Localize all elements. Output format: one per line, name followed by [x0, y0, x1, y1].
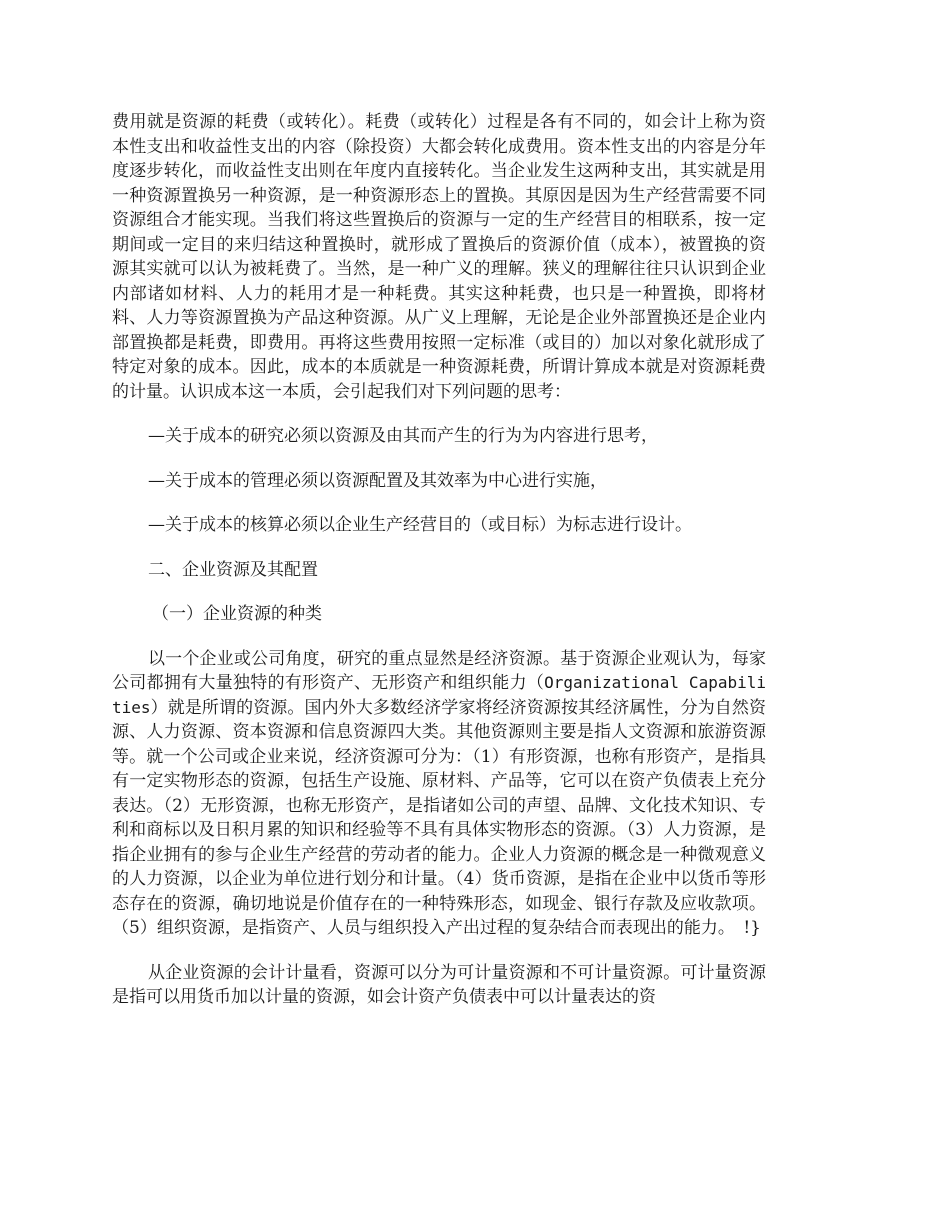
bullet-cost-accounting: —关于成本的核算必须以企业生产经营目的（或目标）为标志进行设计。: [148, 515, 692, 535]
paragraph-resource-types-text-a: 以一个企业或公司角度，研究的重点显然是经济资源。基于资源企业观认为，每家公司都拥有大量独特的有形资产、无形资产和组织能力（: [112, 648, 766, 693]
paragraph-resource-types: [112, 647, 766, 941]
paragraph-resource-types-text-b: ）就是所谓的资源。国内外大多数经济学家将经济资源按其经济属性，分为自然资源、人力资源、资本资源和信息资源四大类。其他资源则主要是指人文资源和旅游资源等。就一个公司或企业来说，经济资源可分为：（1）有形资源，也称有形资产，是指具有一定实物形态的资源，包括生产设施、原材料、产品等，它可以在资产负债表上充分表达。（2）无形资源，也称无形资产，是指诸如公司的声望、品牌、文化技术知识、专利和商标以及日积月累的知识和经验等不具有具体实物形态的资源。（3）人力资源，是指企业拥有的参与企业生产经营的劳动者的能力。企业人力资源的概念是一种微观意义的人力资源，以企业为单位进行划分和计量。（4）货币资源，是指在企业中以货币等形态存在的资源，确切地说是价值存在的一种特殊形态，如现金、银行存款及应收款项。（5）组织资源，是指资产、人员与组织投入产出过程的复杂结合而表现出的能力。 !}: [112, 697, 766, 938]
paragraph-cost-essence: 费用就是资源的耗费（或转化）。耗费（或转化）过程是各有不同的，如会计上称为资本性支出和收益性支出的内容（除投资）大都会转化成费用。资本性支出的内容是分年度逐步转化，而收益性支出则在年度内直接转化。当企业发生这两种支出，其实就是用一种资源置换另一种资源，是一种资源形态上的置换。其原因是因为生产经营需要不同资源组合才能实现。当我们将这些置换后的资源与一定的生产经营目的相联系，按一定期间或一定目的来归结这种置换时，就形成了置换后的资源价值（成本），被置换的资源其实就可以认为被耗费了。当然，是一种广义的理解。狭义的理解往往只认识到企业内部诸如材料、人力的耗用才是一种耗费。其实这种耗费，也只是一种置换，即将材料、人力等资源置换为产品这种资源。从广义上理解，无论是企业外部置换还是企业内部置换都是耗费，即费用。再将这些费用按照一定标准（或目的）加以对象化就形成了特定对象的成本。因此，成本的本质就是一种资源耗费，所谓计算成本就是对资源耗费的计量。认识成本这一本质，会引起我们对下列问题的思考：: [112, 112, 766, 402]
section-heading: 二、企业资源及其配置: [148, 559, 318, 580]
document-page: [112, 110, 766, 1010]
paragraph-resource-measurement: 从企业资源的会计计量看，资源可以分为可计量资源和不可计量资源。可计量资源是指可以用货币加以计量的资源，如会计资产负债表中可以计量表达的资: [112, 962, 766, 1007]
subsection-heading: （一）企业资源的种类: [152, 604, 322, 624]
english-term: Organizational Capabilities: [112, 673, 766, 717]
bullet-cost-management: —关于成本的管理必须以资源配置及其效率为中心进行实施，: [148, 470, 607, 491]
bullet-cost-research: —关于成本的研究必须以资源及由其而产生的行为为内容进行思考，: [148, 426, 658, 446]
